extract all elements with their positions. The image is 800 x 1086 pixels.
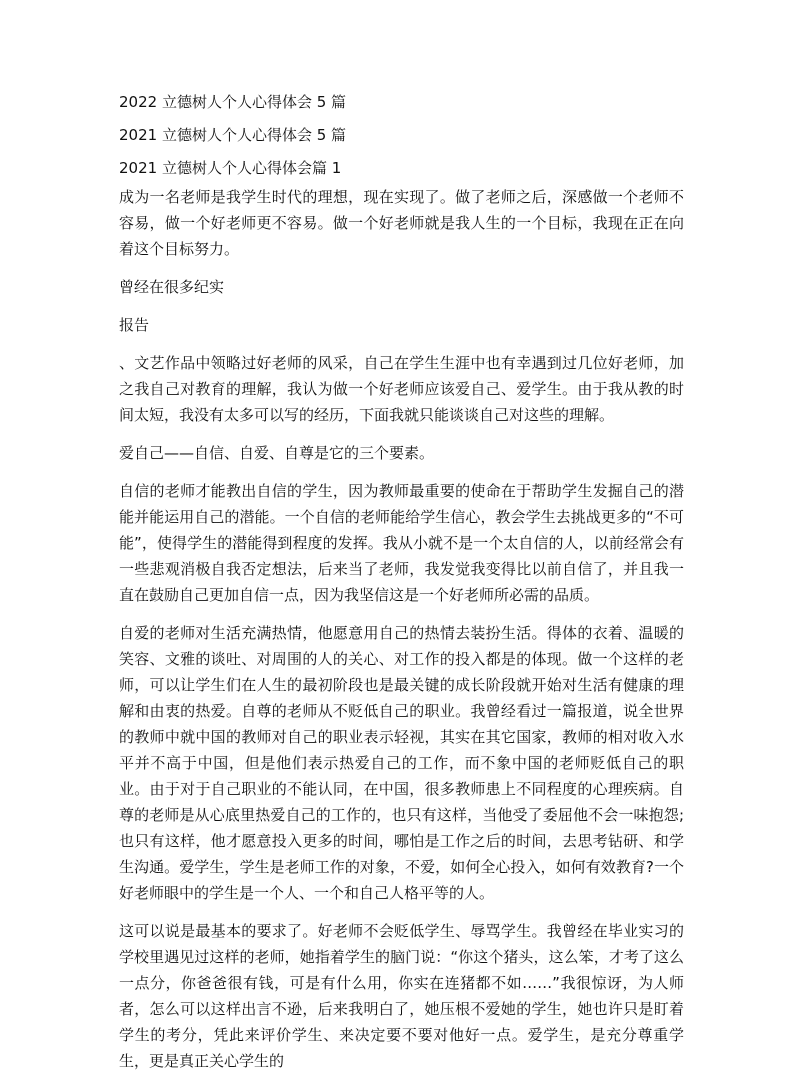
document-title-1: 2022 立德树人个人心得体会 5 篇 bbox=[119, 93, 347, 111]
paragraph-fragment-1: 曾经在很多纪实 bbox=[119, 278, 225, 296]
paragraph-fragment-2: 报告 bbox=[119, 316, 150, 334]
document-body bbox=[119, 92, 684, 1086]
paragraph-intro: 成为一名老师是我学生时代的理想，现在实现了。做了老师之后，深感做一个老师不容易，做一个好老师更不容易。做一个好老师就是我人生的一个目标，我现在正在向着这个目标努力。 bbox=[119, 188, 684, 258]
paragraph-confidence: 自信的老师才能教出自信的学生，因为教师最重要的使命在于帮助学生发掘自己的潜能并能运用自己的潜能。一个自信的老师能给学生信心，教会学生去挑战更多的“不可能”，使得学生的潜能得到程度的发挥。我从小就不是一个太自信的人，以前经常会有一些悲观消极自我否定想法，后来当了老师，我发觉我变得比以前自信了，并且我一直在鼓励自己更加自信一点，因为我坚信这是一个好老师所必需的品质。 bbox=[119, 482, 684, 604]
paragraph-works: 、文艺作品中领略过好老师的风采，自己在学生生涯中也有幸遇到过几位好老师，加之我自己对教育的理解，我认为做一个好老师应该爱自己、爱学生。由于我从教的时间太短，我没有太多可以写的经历，下面我就只能谈谈自己对这些的理解。 bbox=[119, 354, 684, 424]
document-title-2: 2021 立德树人个人心得体会 5 篇 bbox=[119, 126, 347, 144]
paragraph-love-students: 这可以说是最基本的要求了。好老师不会贬低学生、辱骂学生。我曾经在毕业实习的学校里遇见过这样的老师，她指着学生的脑门说：“你这个猪头，这么笨，才考了这么一点分，你爸爸很有钱，可是有什么用，你实在连猪都不如……”我很惊讶，为人师者，怎么可以这样出言不逊，后来我明白了，她压根不爱她的学生，她也许只是盯着学生的考分，凭此来评价学生、来决定要不要对他好一点。爱学生，是充分尊重学生，更是真正关心学生的 bbox=[119, 922, 684, 1070]
document-title-3: 2021 立德树人个人心得体会篇 1 bbox=[119, 159, 342, 177]
paragraph-self-love-heading: 爱自己——自信、自爱、自尊是它的三个要素。 bbox=[119, 444, 435, 462]
paragraph-self-respect: 自爱的老师对生活充满热情，他愿意用自己的热情去装扮生活。得体的衣着、温暖的笑容、文雅的谈吐、对周围的人的关心、对工作的投入都是的体现。做一个这样的老师，可以让学生们在人生的最初阶段也是最关键的成长阶段就开始对生活有健康的理解和由衷的热爱。自尊的老师从不贬低自己的职业。我曾经看过一篇报道，说全世界的教师中就中国的教师对自己的职业表示轻视，其实在其它国家，教师的相对收入水平并不高于中国，但是他们表示热爱自己的工作，而不象中国的老师贬低自己的职业。由于对于自己职业的不能认同，在中国，很多教师患上不同程度的心理疾病。自尊的老师是从心底里热爱自己的工作的，也只有这样，当他受了委屈他不会一味抱怨;也只有这样，他才愿意投入更多的时间，哪怕是工作之后的时间，去思考钻研、和学生沟通。爱学生，学生是老师工作的对象，不爱，如何全心投入，如何有效教育?一个好老师眼中的学生是一个人、一个和自己人格平等的人。 bbox=[119, 624, 684, 902]
